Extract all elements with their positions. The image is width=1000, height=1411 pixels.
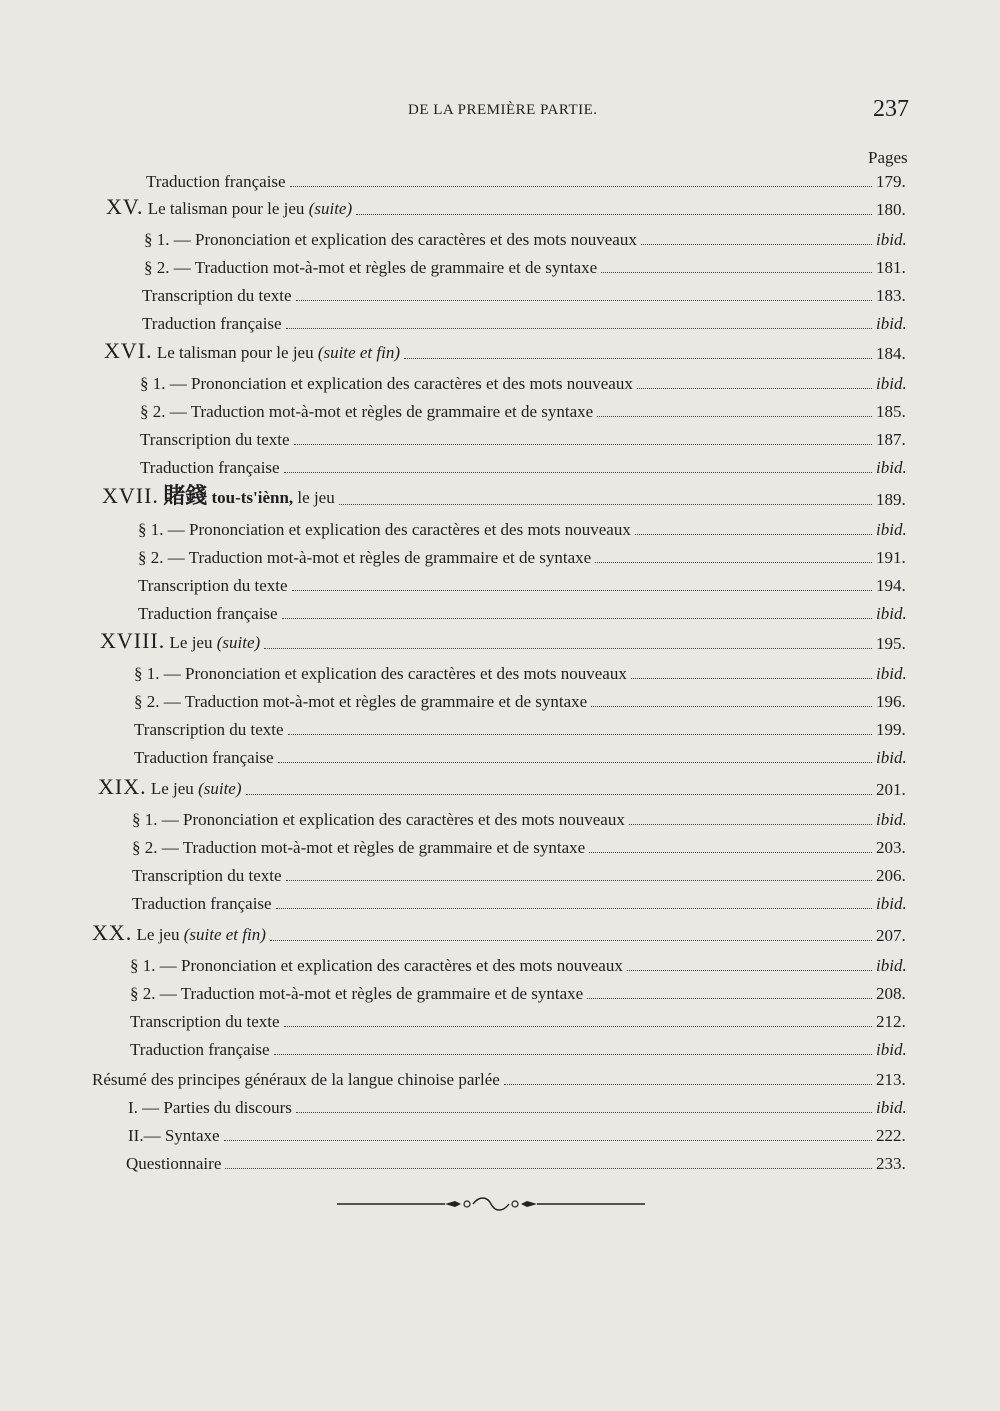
toc-entry-label: § 1. — Prononciation et explication des caractères et des mots nouveaux <box>144 230 637 249</box>
toc-entry-page: ibid. <box>876 520 907 539</box>
dot-leader <box>595 562 872 563</box>
toc-entry-label: I. — Parties du discours <box>128 1098 292 1117</box>
toc-entry <box>142 278 920 306</box>
chinese-characters: 賭錢 <box>163 483 208 508</box>
toc-chapter-label <box>100 628 260 654</box>
toc-entry-page: 184. <box>876 344 906 363</box>
toc-entry <box>140 394 920 422</box>
dot-leader <box>274 1054 872 1055</box>
toc-chapter <box>92 918 920 946</box>
toc-entry-page: ibid. <box>876 1040 907 1059</box>
chapter-note: (suite) <box>308 199 353 218</box>
toc-chapter-label <box>106 194 352 220</box>
running-title: DE LA PREMIÈRE PARTIE. <box>408 102 598 118</box>
toc-entry-page: 213. <box>876 1070 906 1089</box>
toc-chapter <box>98 772 920 800</box>
toc-entry-page: ibid. <box>876 956 907 975</box>
toc-entry <box>130 976 920 1004</box>
toc-entry-label: Transcription du texte <box>132 866 282 885</box>
chapter-title: Le talisman pour le jeu <box>147 199 305 218</box>
toc-entry-label: Transcription du texte <box>142 286 292 305</box>
toc-entry <box>126 1146 920 1174</box>
dot-leader <box>290 186 872 187</box>
toc-entry-page: ibid. <box>876 664 907 683</box>
dot-leader <box>270 940 872 941</box>
toc-entry-page: 203. <box>876 838 906 857</box>
toc-entry-page: 195. <box>876 634 906 653</box>
toc-entry <box>144 222 920 250</box>
dot-leader <box>286 880 872 881</box>
toc-chapter <box>102 482 920 510</box>
toc-entry-page: 199. <box>876 720 906 739</box>
toc-entry <box>140 366 920 394</box>
dot-leader <box>597 416 872 417</box>
dot-leader <box>591 706 872 707</box>
page-header <box>0 96 1000 136</box>
toc-entry <box>134 740 920 768</box>
toc-entry-label: § 2. — Traduction mot-à-mot et règles de grammaire et de syntaxe <box>138 548 592 567</box>
toc-entry-label: § 1. — Prononciation et explication des caractères et des mots nouveaux <box>132 810 625 829</box>
chapter-number: XX. <box>92 920 133 945</box>
toc-entry-page: ibid. <box>876 1098 907 1117</box>
page-number: 237 <box>873 96 909 122</box>
dot-leader <box>225 1168 872 1169</box>
dot-leader <box>629 824 872 825</box>
toc-entry <box>130 1004 920 1032</box>
dot-leader <box>589 852 872 853</box>
toc-entry-page: 194. <box>876 576 906 595</box>
dot-leader <box>296 300 872 301</box>
toc-entry-page: 201. <box>876 780 906 799</box>
chapter-note: (suite) <box>216 633 261 652</box>
toc-entry-page: 180. <box>876 200 906 219</box>
toc-entry <box>138 512 920 540</box>
dot-leader <box>292 590 872 591</box>
chapter-title: Le jeu <box>150 779 194 798</box>
toc-entry-label: § 2. — Traduction mot-à-mot et règles de grammaire et de syntaxe <box>134 692 588 711</box>
toc-entry-page: 187. <box>876 430 906 449</box>
toc-entry-page: 179. <box>876 172 906 191</box>
toc-entry-label: Traduction française <box>140 458 280 477</box>
toc-chapter-label <box>98 774 242 800</box>
toc-entry-label: § 2. — Traduction mot-à-mot et règles de grammaire et de syntaxe <box>144 258 598 277</box>
toc-entry <box>134 656 920 684</box>
toc-entry-label: Transcription du texte <box>140 430 290 449</box>
chapter-number: XIX. <box>98 774 147 799</box>
dot-leader <box>284 472 872 473</box>
dot-leader <box>276 908 872 909</box>
toc-entry-label: Traduction française <box>146 172 286 191</box>
toc-entry <box>134 712 920 740</box>
chapter-number: XV. <box>106 194 144 219</box>
dot-leader <box>587 998 872 999</box>
toc-entry-label: Transcription du texte <box>134 720 284 739</box>
toc-entry-label: § 1. — Prononciation et explication des caractères et des mots nouveaux <box>130 956 623 975</box>
toc-entry <box>138 568 920 596</box>
toc-entry-label: § 2. — Traduction mot-à-mot et règles de grammaire et de syntaxe <box>130 984 584 1003</box>
toc-entry-label: § 1. — Prononciation et explication des caractères et des mots nouveaux <box>134 664 627 683</box>
toc-entry-page: ibid. <box>876 894 907 913</box>
toc-entry-label: Traduction française <box>130 1040 270 1059</box>
pages-column-label: Pages <box>868 148 908 167</box>
toc-entry <box>130 948 920 976</box>
chapter-number: XVII. <box>102 483 159 508</box>
toc-entry-page: 181. <box>876 258 906 277</box>
dot-leader <box>504 1084 872 1085</box>
toc-entry <box>138 540 920 568</box>
dot-leader <box>641 244 872 245</box>
toc-entry-label: Traduction française <box>134 748 274 767</box>
toc-chapter-label <box>104 338 400 364</box>
toc-entry-page: 206. <box>876 866 906 885</box>
toc-entry-page: 196. <box>876 692 906 711</box>
toc-entry-label: II.— Syntaxe <box>128 1126 220 1145</box>
toc-entry-label: Transcription du texte <box>130 1012 280 1031</box>
toc-entry <box>134 684 920 712</box>
toc-entry <box>140 422 920 450</box>
toc-entry-page: 185. <box>876 402 906 421</box>
dot-leader <box>288 734 872 735</box>
dot-leader <box>246 794 873 795</box>
toc-entry-label: Questionnaire <box>126 1154 222 1173</box>
dot-leader <box>356 214 872 215</box>
toc-entry-page: ibid. <box>876 314 907 333</box>
toc-entry-label: Traduction française <box>142 314 282 333</box>
toc-entry <box>130 1032 920 1060</box>
dot-leader <box>278 762 872 763</box>
dot-leader <box>284 1026 872 1027</box>
toc-entry <box>128 1118 920 1146</box>
toc-entry <box>128 1090 920 1118</box>
toc-entry-label: § 2. — Traduction mot-à-mot et règles de grammaire et de syntaxe <box>140 402 594 421</box>
toc-entry <box>132 858 920 886</box>
chapter-title: Le jeu <box>136 925 180 944</box>
toc-entry-page: ibid. <box>876 230 907 249</box>
dot-leader <box>631 678 872 679</box>
toc-entry-label: § 1. — Prononciation et explication des caractères et des mots nouveaux <box>138 520 631 539</box>
toc-entry-page: ibid. <box>876 748 907 767</box>
toc-entry <box>138 596 920 624</box>
toc-entry-page: ibid. <box>876 810 907 829</box>
toc-entry <box>140 450 920 478</box>
chapter-note: (suite et fin) <box>183 925 266 944</box>
toc-entry-page: 191. <box>876 548 906 567</box>
dot-leader <box>296 1112 872 1113</box>
chapter-note: (suite et fin) <box>317 343 400 362</box>
toc-chapter-label <box>92 920 266 946</box>
toc-entry-label: Traduction française <box>132 894 272 913</box>
chapter-title: le jeu <box>297 488 335 507</box>
toc-entry-page: 189. <box>876 490 906 509</box>
toc-chapter <box>104 336 920 364</box>
toc-entry <box>146 164 920 192</box>
dot-leader <box>224 1140 872 1141</box>
toc-entry <box>132 802 920 830</box>
toc-entry <box>132 830 920 858</box>
toc-entry-label: § 2. — Traduction mot-à-mot et règles de grammaire et de syntaxe <box>132 838 586 857</box>
chapter-note: (suite) <box>198 779 242 798</box>
dot-leader <box>264 648 872 649</box>
romanization: tou-ts'iènn, <box>211 488 294 507</box>
toc-chapter-label <box>102 479 335 510</box>
toc-entry-page: 183. <box>876 286 906 305</box>
chapter-title: Le jeu <box>169 633 213 652</box>
dot-leader <box>635 534 872 535</box>
toc-chapter <box>100 626 920 654</box>
toc-entry <box>142 306 920 334</box>
ornament-divider <box>337 1196 645 1212</box>
toc-chapter <box>106 192 920 220</box>
dot-leader <box>339 504 872 505</box>
dot-leader <box>286 328 872 329</box>
toc-entry <box>144 250 920 278</box>
toc-entry-page: 212. <box>876 1012 906 1031</box>
dot-leader <box>627 970 872 971</box>
toc-entry-page: 208. <box>876 984 906 1003</box>
toc-entry-label: § 1. — Prononciation et explication des caractères et des mots nouveaux <box>140 374 633 393</box>
toc-entry-page: 222. <box>876 1126 906 1145</box>
toc-entry-page: 233. <box>876 1154 906 1173</box>
toc-entry-label: Traduction française <box>138 604 278 623</box>
toc-entry-page: 207. <box>876 926 906 945</box>
chapter-number: XVIII. <box>100 628 166 653</box>
toc-entry-label: Résumé des principes généraux de la langue chinoise parlée <box>92 1070 500 1089</box>
dot-leader <box>601 272 872 273</box>
toc-entry-page: ibid. <box>876 458 907 477</box>
dot-leader <box>294 444 872 445</box>
chapter-title: Le talisman pour le jeu <box>156 343 314 362</box>
toc-entry-page: ibid. <box>876 604 907 623</box>
dot-leader <box>404 358 872 359</box>
chapter-number: XVI. <box>104 338 153 363</box>
toc-entry-label: Transcription du texte <box>138 576 288 595</box>
dot-leader <box>637 388 872 389</box>
toc-entry <box>132 886 920 914</box>
toc-entry-page: ibid. <box>876 374 907 393</box>
toc-entry <box>92 1062 920 1090</box>
dot-leader <box>282 618 872 619</box>
